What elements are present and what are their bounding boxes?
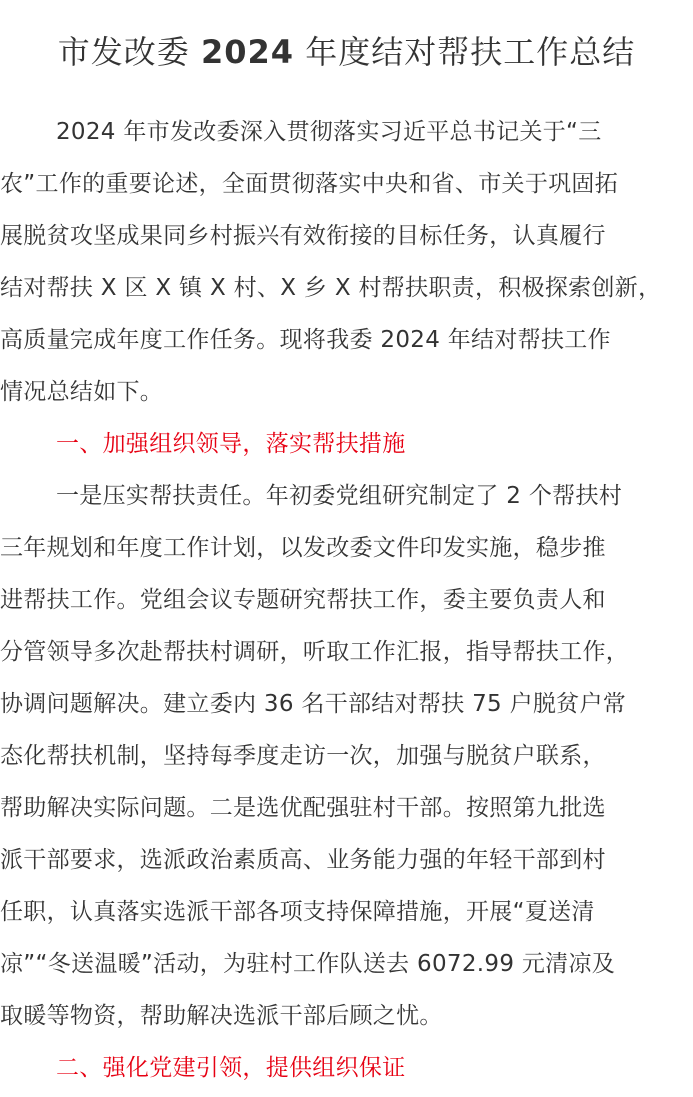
paragraph-intro-line: 情况总结如下。 xyxy=(0,379,164,405)
paragraph-section-1-line: 态化帮扶机制，坚持每季度走访一次，加强与脱贫户联系， xyxy=(0,743,606,769)
title-part-1: 市发改委 xyxy=(57,33,190,71)
paragraph-section-1-line: 派干部要求，选派政治素质高、业务能力强的年轻干部到村 xyxy=(0,847,606,873)
paragraph-section-1-line: 三年规划和年度工作计划，以发改委文件印发实施，稳步推 xyxy=(0,535,606,561)
paragraph-section-1-line: 分管领导多次赴帮扶村调研，听取工作汇报，指导帮扶工作， xyxy=(0,639,630,665)
paragraph-section-1-line: 帮助解决实际问题。二是选优配强驻村干部。按照第九批选 xyxy=(0,795,606,821)
paragraph-intro-line: 高质量完成年度工作任务。现将我委 2024 年结对帮扶工作 xyxy=(0,327,611,353)
paragraph-section-1-line: 凉”“冬送温暖”活动，为驻村工作队送去 6072.99 元清凉及 xyxy=(0,951,616,977)
section-heading-1: 一、加强组织领导，落实帮扶措施 xyxy=(56,431,406,457)
paragraph-section-1-line: 协调问题解决。建立委内 36 名干部结对帮扶 75 户脱贫户常 xyxy=(0,691,627,717)
paragraph-section-1-line: 任职，认真落实选派干部各项支持保障措施，开展“夏送清 xyxy=(0,899,595,925)
document-title xyxy=(0,28,693,76)
paragraph-section-1-line: 进帮扶工作。党组会议专题研究帮扶工作，委主要负责人和 xyxy=(0,587,606,613)
paragraph-intro-line: 2024 年市发改委深入贯彻落实习近平总书记关于“三 xyxy=(56,119,602,145)
title-year: 2024 xyxy=(200,33,295,71)
section-heading-2: 二、强化党建引领，提供组织保证 xyxy=(56,1055,406,1081)
document-body xyxy=(0,106,693,1094)
paragraph-intro-line: 展脱贫攻坚成果同乡村振兴有效衔接的目标任务，认真履行 xyxy=(0,223,606,249)
paragraph-section-1-line: 一是压实帮扶责任。年初委党组研究制定了 2 个帮扶村 xyxy=(56,483,623,509)
title-part-2: 年度结对帮扶工作总结 xyxy=(305,33,636,71)
paragraph-intro-line: 农”工作的重要论述，全面贯彻落实中央和省、市关于巩固拓 xyxy=(0,171,619,197)
paragraph-section-1-line: 取暖等物资，帮助解决选派干部后顾之忧。 xyxy=(0,1003,443,1029)
paragraph-intro-line: 结对帮扶 X 区 X 镇 X 村、X 乡 X 村帮扶职责，积极探索创新， xyxy=(0,275,662,301)
